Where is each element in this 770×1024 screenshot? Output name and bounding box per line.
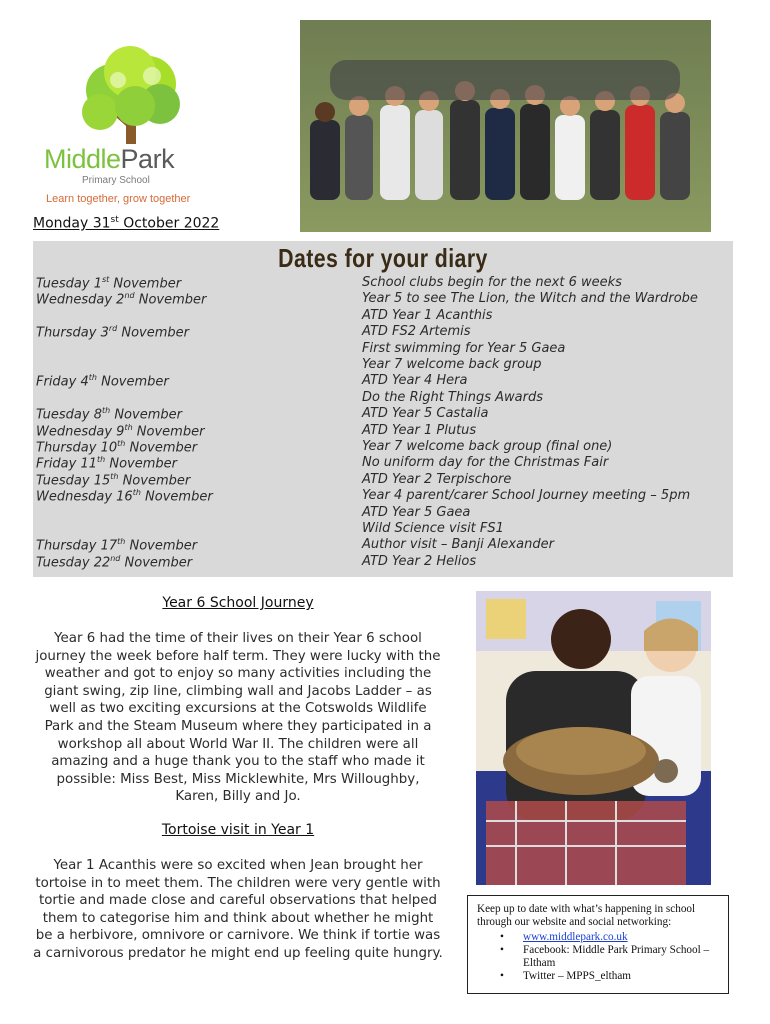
diary-event: No uniform day for the Christmas Fair bbox=[362, 455, 609, 471]
diary-date-suffix: th bbox=[101, 406, 111, 416]
diary-date-month: November bbox=[134, 292, 207, 308]
school-motto: Learn together, grow together bbox=[46, 193, 191, 205]
social-list bbox=[477, 931, 720, 983]
diary-date-month: November bbox=[120, 555, 193, 571]
group-photo bbox=[300, 20, 711, 232]
diary-event: Year 7 welcome back group bbox=[362, 357, 542, 372]
diary-row bbox=[33, 472, 733, 488]
diary-date-day: Friday 11 bbox=[36, 456, 98, 472]
diary-date bbox=[36, 488, 213, 504]
date-suffix: st bbox=[110, 215, 119, 225]
diary-date bbox=[36, 373, 169, 389]
diary-date-month: November bbox=[109, 276, 182, 292]
diary-date-suffix: rd bbox=[108, 324, 118, 334]
diary-row bbox=[33, 373, 733, 389]
tortoise-heading: Tortoise visit in Year 1 bbox=[161, 822, 315, 838]
newsletter-date bbox=[33, 215, 219, 232]
diary-date-suffix: th bbox=[132, 488, 141, 498]
diary-row bbox=[33, 537, 733, 553]
diary-date bbox=[36, 291, 206, 307]
diary-row bbox=[33, 308, 733, 324]
date-main: Monday 31 bbox=[33, 215, 111, 232]
school-subtitle: Primary School bbox=[82, 175, 150, 186]
school-name-part2: Park bbox=[120, 144, 175, 174]
diary-date-day: Thursday 17 bbox=[36, 538, 118, 554]
diary-date bbox=[36, 537, 197, 553]
diary-event: Author visit – Banji Alexander bbox=[362, 537, 554, 553]
diary-event: ATD FS2 Artemis bbox=[362, 324, 471, 340]
journey-text: Year 6 had the time of their lives on their Year 6 school journey the week before half term. They were lucky with the weather and got to enjoy so many activities including the giant swing, zip line, climbing wall and Jacobs Ladder – as well as two exciting excursions at the Cotswolds Wildlife Park and the Steam Museum where they participated in a workshop all about World War II. The children were all amazing and a huge thank you to the staff who made it possible: Miss Best, Miss Micklewhite, Mrs Willoughby, Karen, Billy and Jo. bbox=[35, 631, 441, 805]
diary-event: Year 7 welcome back group (final one) bbox=[362, 439, 613, 454]
diary-date-suffix: th bbox=[117, 537, 126, 547]
diary-event: ATD Year 1 Acanthis bbox=[362, 307, 493, 323]
diary-date bbox=[36, 455, 177, 471]
tortoise-text: Year 1 Acanthis were so excited when Jean brought her tortoise in to meet them. The children were very gentle with tortie and made close and careful observations that helped them to categorise him and think about whether he might be a herbivore, omnivore or carnivore. We think if tortie was a carnivorous predator he might end up feeling quite hungry. bbox=[33, 858, 443, 961]
diary-row bbox=[33, 423, 733, 439]
diary-event: ATD Year 5 Gaea bbox=[362, 504, 471, 520]
diary-date-suffix: th bbox=[97, 455, 106, 465]
social-info-box bbox=[467, 895, 729, 994]
social-website-item bbox=[523, 931, 720, 944]
diary-row bbox=[33, 521, 733, 537]
diary-row bbox=[33, 390, 733, 406]
diary-row bbox=[33, 406, 733, 422]
diary-date-day: Tuesday 22 bbox=[36, 555, 111, 571]
diary-date-day: Wednesday 9 bbox=[36, 423, 125, 439]
diary-date-month: November bbox=[132, 423, 205, 439]
diary-date bbox=[36, 554, 192, 570]
diary-row bbox=[33, 554, 733, 570]
diary-event: ATD Year 5 Castalia bbox=[362, 406, 489, 422]
diary-event: First swimming for Year 5 Gaea bbox=[362, 340, 566, 356]
diary-event: Year 4 parent/carer School Journey meeting – 5pm bbox=[362, 488, 691, 504]
diary-date bbox=[36, 472, 190, 488]
diary-event: ATD Year 2 Helios bbox=[362, 553, 477, 569]
diary-date-suffix: st bbox=[101, 275, 110, 284]
social-facebook-item: • Facebook: Middle Park Primary School – Eltham bbox=[523, 944, 720, 970]
diary-date bbox=[36, 275, 181, 291]
diary-event: ATD Year 2 Terpischore bbox=[362, 471, 512, 487]
diary-row bbox=[33, 439, 733, 455]
diary-date-day: Friday 4 bbox=[36, 374, 89, 390]
diary-date-month: November bbox=[118, 473, 191, 489]
diary-row bbox=[33, 324, 733, 340]
diary-row bbox=[33, 505, 733, 521]
diary-date-month: November bbox=[105, 456, 178, 472]
diary-date-day: Tuesday 1 bbox=[36, 276, 102, 292]
diary-row bbox=[33, 341, 733, 357]
diary-date-month: November bbox=[140, 489, 213, 505]
diary-date-suffix: th bbox=[117, 439, 126, 448]
diary-row bbox=[33, 275, 733, 291]
journey-heading: Year 6 School Journey bbox=[162, 595, 314, 611]
diary-row bbox=[33, 488, 733, 504]
diary-date-day: Wednesday 16 bbox=[36, 489, 133, 505]
school-name bbox=[44, 144, 174, 175]
diary-panel bbox=[33, 241, 733, 577]
diary-title: Dates for your diary bbox=[278, 243, 488, 273]
diary-date-suffix: th bbox=[110, 471, 119, 481]
date-month-year: October 2022 bbox=[118, 215, 220, 232]
diary-date-day: Thursday 3 bbox=[36, 325, 109, 341]
social-twitter-item: • Twitter – MPPS_eltham bbox=[523, 970, 720, 983]
diary-date-suffix: nd bbox=[110, 553, 121, 563]
school-name-part1: Middle bbox=[44, 144, 121, 174]
diary-date-day: Wednesday 2 bbox=[36, 292, 125, 308]
diary-date-month: November bbox=[117, 325, 189, 341]
diary-row bbox=[33, 291, 733, 307]
diary-date-month: November bbox=[110, 407, 182, 423]
tortoise-photo bbox=[476, 591, 711, 885]
diary-date-day: Tuesday 15 bbox=[36, 473, 111, 489]
diary-event: School clubs begin for the next 6 weeks bbox=[362, 275, 622, 290]
diary-date bbox=[36, 439, 197, 455]
diary-date-suffix: nd bbox=[124, 291, 135, 301]
diary-date-day: Thursday 10 bbox=[36, 440, 118, 456]
diary-event: Do the Right Things Awards bbox=[362, 389, 543, 405]
diary-date bbox=[36, 406, 182, 422]
diary-event: Year 5 to see The Lion, the Witch and the Wardrobe bbox=[362, 291, 698, 307]
diary-date-day: Tuesday 8 bbox=[36, 407, 102, 423]
diary-date bbox=[36, 324, 189, 340]
diary-date-month: November bbox=[125, 440, 198, 456]
diary-row bbox=[33, 357, 733, 373]
social-intro: Keep up to date with what’s happening in school through our website and social networking: bbox=[477, 903, 696, 928]
diary-date-suffix: th bbox=[124, 422, 133, 432]
diary-event: ATD Year 1 Plutus bbox=[362, 422, 477, 438]
diary-event: ATD Year 4 Hera bbox=[362, 373, 468, 389]
diary-date-month: November bbox=[96, 374, 169, 390]
diary-date-suffix: th bbox=[88, 373, 97, 383]
website-link[interactable]: www.middlepark.co.uk bbox=[523, 931, 628, 943]
diary-event: Wild Science visit FS1 bbox=[362, 521, 504, 536]
diary-date-month: November bbox=[125, 538, 198, 554]
diary-date bbox=[36, 423, 204, 439]
diary-row bbox=[33, 455, 733, 471]
